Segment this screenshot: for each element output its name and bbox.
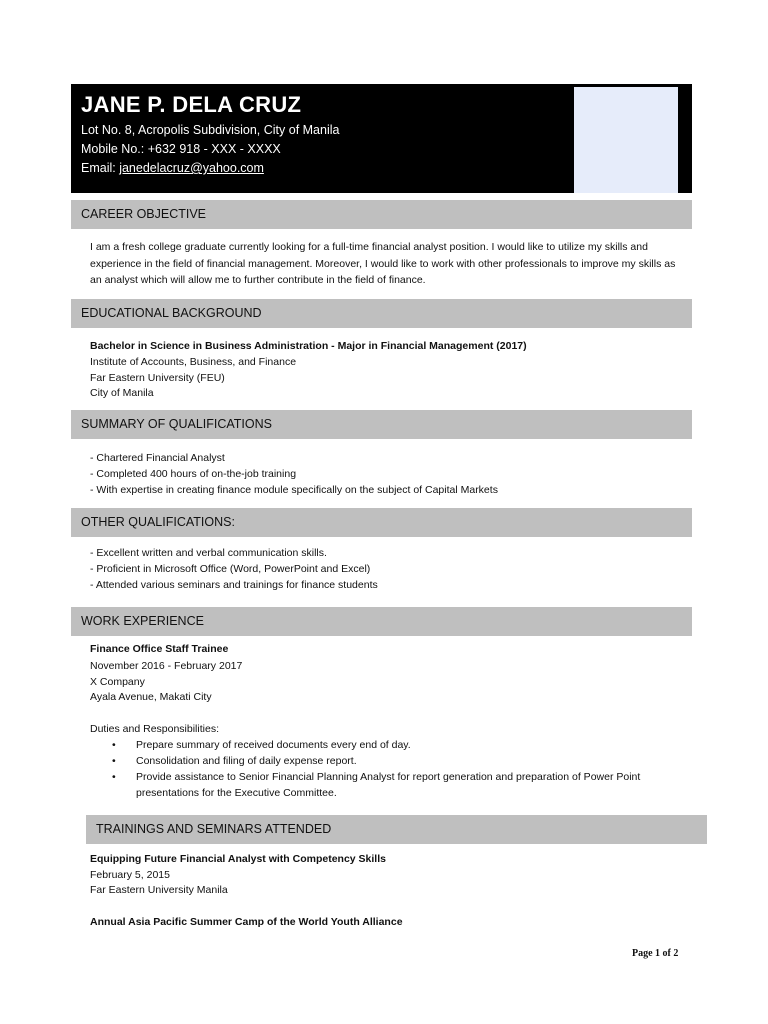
section-heading: WORK EXPERIENCE	[81, 614, 204, 628]
email-line	[81, 161, 264, 175]
company-location: Ayala Avenue, Makati City	[90, 691, 212, 703]
email-label: Email:	[81, 161, 120, 175]
page-number: Page 1 of 2	[632, 948, 679, 959]
degree: Bachelor in Science in Business Administration - Major in Financial Management (2017)	[90, 340, 527, 352]
bullet-icon: •	[112, 739, 116, 751]
job-dates: November 2016 - February 2017	[90, 660, 243, 672]
section-heading: EDUCATIONAL BACKGROUND	[81, 306, 262, 320]
training-place: Far Eastern University Manila	[90, 884, 228, 896]
bullet-icon: •	[112, 755, 116, 767]
career-objective-text: I am a fresh college graduate currently looking for a full-time financial analyst position. I would like to utilize my skills and experience in the field of financial management. Moreover, I would like to work with other professionals to improve my skills as an analyst which will allow me to further contribute in the field of finance.	[90, 241, 676, 286]
company: X Company	[90, 676, 145, 688]
university-city: City of Manila	[90, 387, 154, 399]
section-other-qualifications	[71, 508, 692, 537]
university: Far Eastern University (FEU)	[90, 372, 225, 384]
section-heading: CAREER OBJECTIVE	[81, 207, 207, 221]
training-date: February 5, 2015	[90, 869, 170, 881]
section-heading: TRAININGS AND SEMINARS ATTENDED	[96, 822, 332, 836]
section-summary-qualifications	[71, 410, 692, 439]
section-career-objective	[71, 200, 692, 229]
section-heading: SUMMARY OF QUALIFICATIONS	[81, 417, 272, 431]
duty-text: Provide assistance to Senior Financial Planning Analyst for report generation and preparation of Power Point presentations for the Executive Committee.	[136, 771, 641, 799]
address: Lot No. 8, Acropolis Subdivision, City of Manila	[81, 123, 340, 137]
list-item: - Completed 400 hours of on-the-job training	[90, 468, 297, 480]
institute: Institute of Accounts, Business, and Finance	[90, 356, 297, 368]
training-title: Annual Asia Pacific Summer Camp of the World Youth Alliance	[90, 916, 403, 928]
duties-label: Duties and Responsibilities:	[90, 723, 219, 735]
list-item: - Attended various seminars and trainings for finance students	[90, 579, 378, 591]
section-education	[71, 299, 692, 328]
list-item: - Proficient in Microsoft Office (Word, PowerPoint and Excel)	[90, 563, 371, 575]
email-link[interactable]: janedelacruz@yahoo.com	[119, 161, 264, 175]
mobile-number: Mobile No.: +632 918 - XXX - XXXX	[81, 142, 281, 156]
bullet-icon: •	[112, 771, 116, 783]
photo-placeholder	[574, 87, 678, 193]
section-heading: OTHER QUALIFICATIONS:	[81, 515, 235, 529]
job-title: Finance Office Staff Trainee	[90, 643, 229, 655]
section-work-experience	[71, 607, 692, 636]
list-item: - Chartered Financial Analyst	[90, 452, 225, 464]
section-trainings	[86, 815, 707, 844]
list-item: - With expertise in creating finance module specifically on the subject of Capital Markets	[90, 484, 498, 496]
duty-text: Consolidation and filing of daily expense report.	[136, 755, 357, 767]
list-item: - Excellent written and verbal communication skills.	[90, 547, 327, 559]
duty-text: Prepare summary of received documents every end of day.	[136, 739, 411, 751]
applicant-name: JANE P. DELA CRUZ	[81, 92, 302, 117]
training-title: Equipping Future Financial Analyst with Competency Skills	[90, 853, 386, 865]
